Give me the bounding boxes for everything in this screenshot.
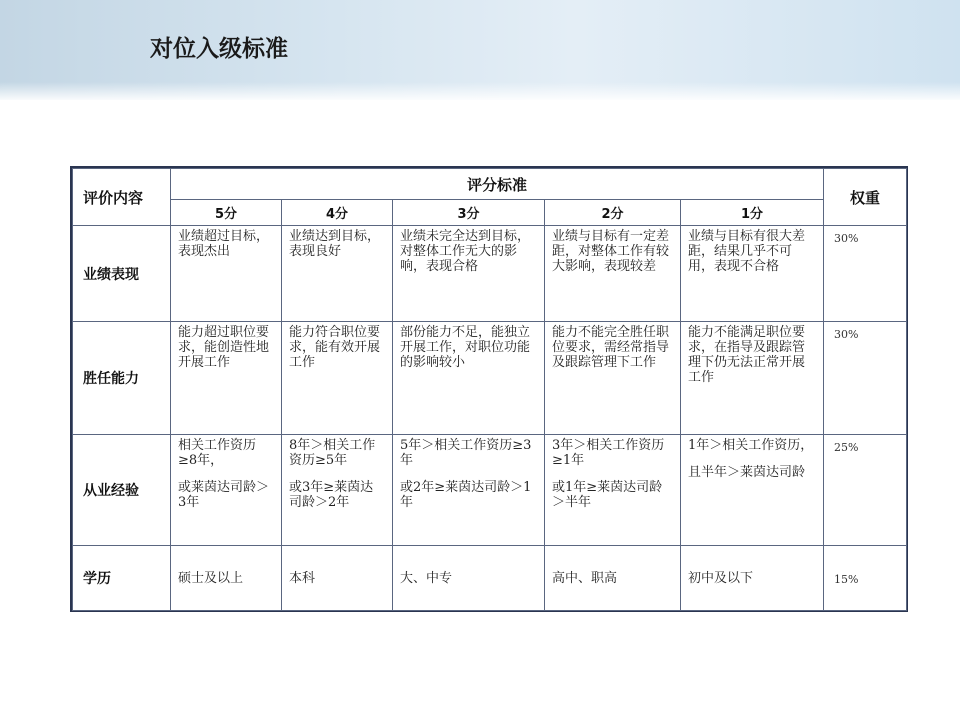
weight-cell: 15% (824, 546, 907, 611)
header-banner (0, 0, 960, 100)
table-cell: 相关工作资历≥8年， 或莱茵达司龄＞3年 (171, 435, 282, 546)
criteria-table (70, 166, 908, 612)
table-cell: 业绩与目标有很大差距，结果几乎不可用，表现不合格 (681, 226, 824, 322)
table-cell: 业绩超过目标，表现杰出 (171, 226, 282, 322)
score-header-1: 1分 (681, 200, 824, 226)
row-label-competency: 胜任能力 (73, 322, 171, 435)
table-cell: 初中及以下 (681, 546, 824, 611)
weight-cell: 30% (824, 226, 907, 322)
page-title: 对位入级标准 (150, 36, 288, 62)
weight-cell: 30% (824, 322, 907, 435)
weight-cell: 25% (824, 435, 907, 546)
table-cell: 业绩达到目标，表现良好 (282, 226, 393, 322)
table-cell: 业绩与目标有一定差距，对整体工作有较大影响，表现较差 (545, 226, 681, 322)
table-row (73, 226, 907, 322)
table-cell: 本科 (282, 546, 393, 611)
weight-header: 权重 (824, 169, 907, 226)
table-cell: 能力不能满足职位要求，在指导及跟踪管理下仍无法正常开展工作 (681, 322, 824, 435)
table-cell: 3年＞相关工作资历≥1年 或1年≥莱茵达司龄＞半年 (545, 435, 681, 546)
table-row (73, 435, 907, 546)
criteria-header: 评分标准 (171, 169, 824, 200)
table-cell: 1年＞相关工作资历， 且半年＞莱茵达司龄 (681, 435, 824, 546)
table-cell: 高中、职高 (545, 546, 681, 611)
row-label-performance: 业绩表现 (73, 226, 171, 322)
table-row (73, 322, 907, 435)
table-cell: 能力不能完全胜任职位要求，需经常指导及跟踪管理下工作 (545, 322, 681, 435)
eval-content-header: 评价内容 (73, 169, 171, 226)
score-header-3: 3分 (393, 200, 545, 226)
score-header-5: 5分 (171, 200, 282, 226)
table-cell: 部份能力不足，能独立开展工作，对职位功能的影响较小 (393, 322, 545, 435)
table-cell: 业绩未完全达到目标，对整体工作无大的影响，表现合格 (393, 226, 545, 322)
criteria-table-grid (72, 168, 907, 611)
table-cell: 能力符合职位要求，能有效开展工作 (282, 322, 393, 435)
score-header-2: 2分 (545, 200, 681, 226)
row-label-education: 学历 (73, 546, 171, 611)
table-cell: 硕士及以上 (171, 546, 282, 611)
table-cell: 5年＞相关工作资历≥3年 或2年≥莱茵达司龄＞1年 (393, 435, 545, 546)
table-cell: 能力超过职位要求，能创造性地开展工作 (171, 322, 282, 435)
table-cell: 8年＞相关工作资历≥5年 或3年≥莱茵达司龄＞2年 (282, 435, 393, 546)
score-header-4: 4分 (282, 200, 393, 226)
row-label-experience: 从业经验 (73, 435, 171, 546)
table-cell: 大、中专 (393, 546, 545, 611)
table-row (73, 546, 907, 611)
